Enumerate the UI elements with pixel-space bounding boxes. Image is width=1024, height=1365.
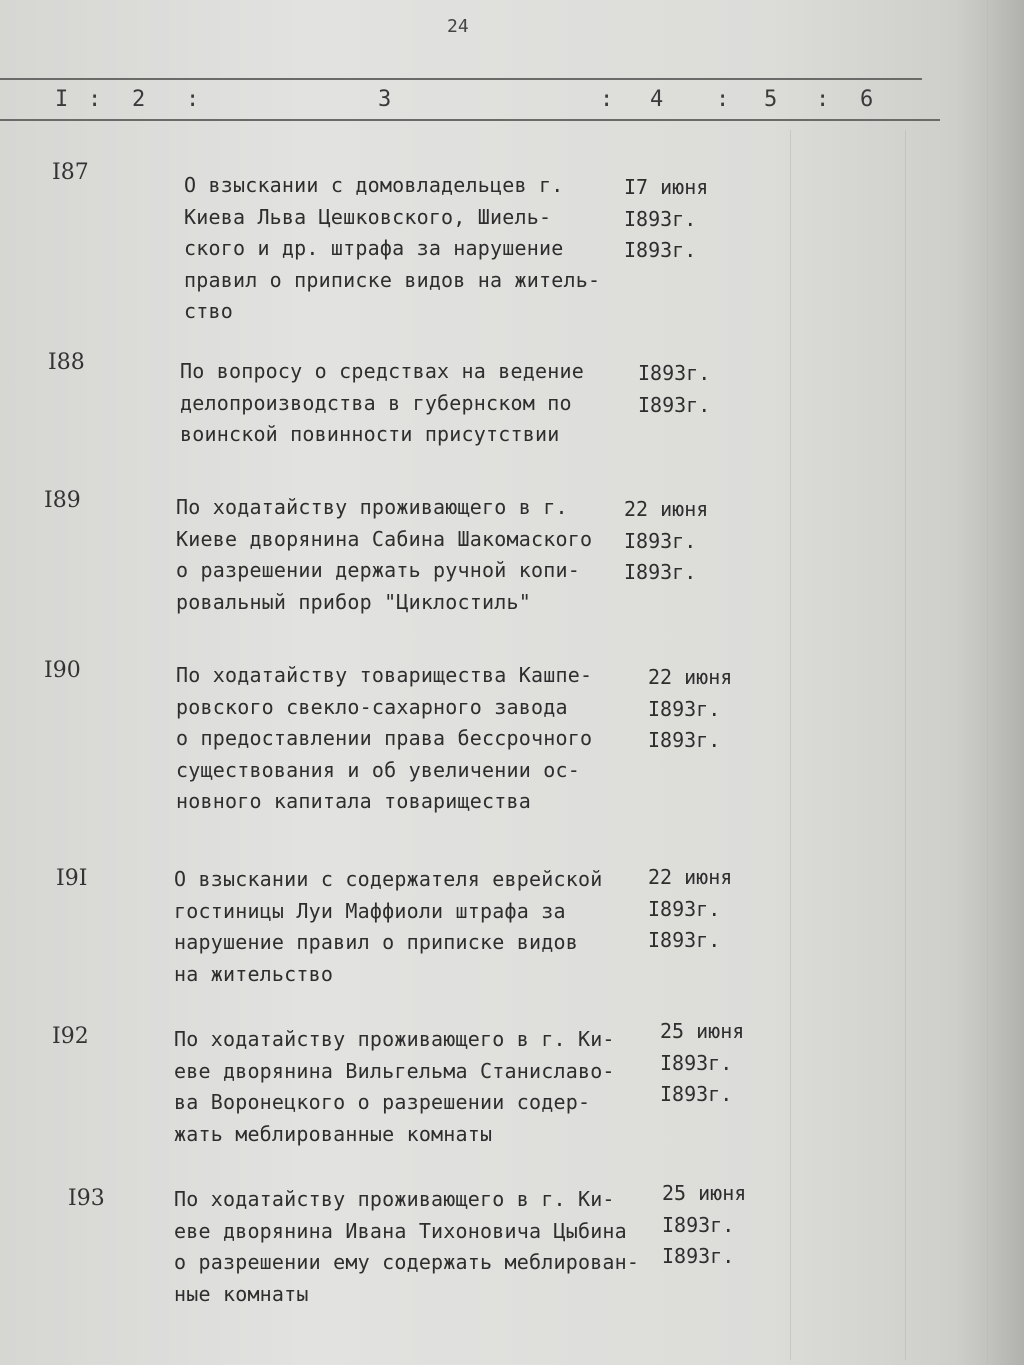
- description-line: на жительство: [174, 961, 334, 986]
- entry-description: [174, 1024, 644, 1150]
- description-line: о разрешении ему содержать меблирован-: [174, 1250, 640, 1274]
- date-line: I893г.: [648, 696, 721, 721]
- entry-dates: [638, 358, 710, 421]
- date-line: I893г.: [648, 928, 721, 952]
- entry-dates: [660, 1016, 744, 1111]
- description-line: ва Воронецкого о разрешении содер-: [174, 1090, 591, 1114]
- entry-description: [176, 660, 646, 818]
- entry-dates: [624, 494, 708, 589]
- column-header-1: I: [55, 87, 69, 112]
- entry-description: [174, 1184, 644, 1310]
- description-line: ского и др. штрафа за нарушение: [184, 236, 564, 260]
- description-line: ровальный прибор "Циклостиль": [176, 589, 531, 614]
- date-line: I893г.: [662, 1244, 735, 1268]
- description-line: делопроизводства в губернском по: [180, 390, 572, 415]
- description-line: еве дворянина Вильгельма Станиславо-: [174, 1058, 615, 1083]
- page-edge-line: [987, 0, 988, 1365]
- description-line: По ходатайству проживающего в г.: [176, 495, 568, 519]
- date-line: I893г.: [624, 528, 697, 553]
- entry-number: I90: [44, 658, 81, 683]
- description-line: По ходатайству товарищества Кашпе-: [176, 663, 593, 687]
- description-line: Киева Льва Цешковского, Шиель-: [184, 204, 552, 229]
- description-line: По ходатайству проживающего в г. Ки-: [174, 1187, 615, 1211]
- entry-description: [174, 864, 644, 990]
- column-separator: :: [600, 87, 614, 112]
- date-line: I893г.: [624, 560, 697, 584]
- description-line: ство: [184, 299, 233, 323]
- column-header-6: 6: [860, 87, 874, 112]
- description-line: воинской повинности присутствии: [180, 422, 560, 446]
- column-separator: :: [88, 87, 102, 112]
- description-line: новного капитала товарищества: [176, 789, 531, 813]
- entry-number: I93: [68, 1186, 105, 1211]
- description-line: ровского свекло-сахарного завода: [176, 694, 568, 719]
- date-line: I893г.: [648, 896, 721, 921]
- entry-dates: [662, 1178, 746, 1273]
- entry-number: I89: [44, 488, 81, 513]
- faint-column-line: [905, 130, 906, 1360]
- description-line: еве дворянина Ивана Тихоновича Цыбина: [174, 1218, 627, 1243]
- description-line: существования и об увеличении ос-: [176, 757, 580, 782]
- description-line: ные комнаты: [174, 1281, 309, 1306]
- entry-description: [176, 492, 646, 618]
- description-line: гостиницы Луи Маффиоли штрафа за: [174, 898, 566, 923]
- entry-dates: [648, 662, 732, 757]
- page-number: 24: [447, 16, 469, 37]
- description-line: о разрешении держать ручной копи-: [176, 558, 580, 582]
- date-line: I7 июня: [624, 175, 709, 199]
- column-header-5: 5: [764, 87, 778, 112]
- entry-description: [180, 356, 650, 451]
- description-line: О взыскании с домовладельцев г.: [184, 173, 564, 197]
- description-line: Киеве дворянина Сабина Шакомаского: [176, 526, 593, 551]
- page-edge-shadow: [954, 0, 1024, 1365]
- column-header-3: 3: [378, 87, 392, 112]
- column-separator: :: [716, 87, 730, 112]
- entry-dates: [648, 862, 732, 957]
- date-line: 22 июня: [648, 665, 733, 689]
- faint-column-line: [790, 130, 791, 1360]
- header-top-rule: [0, 78, 922, 80]
- date-line: 25 июня: [662, 1181, 747, 1205]
- description-line: О взыскании с содержателя еврейской: [174, 867, 603, 891]
- date-line: 22 июня: [624, 497, 709, 521]
- date-line: I893г.: [624, 206, 697, 231]
- entry-number: I87: [52, 160, 89, 185]
- date-line: I893г.: [648, 728, 721, 752]
- column-separator: :: [816, 87, 830, 112]
- entry-number: I9I: [56, 866, 88, 891]
- description-line: По вопросу о средствах на ведение: [180, 359, 584, 383]
- description-line: о предоставлении права бессрочного: [176, 726, 593, 750]
- column-header-4: 4: [650, 87, 664, 112]
- date-line: I893г.: [660, 1082, 733, 1106]
- entry-dates: [624, 172, 708, 267]
- column-separator: :: [186, 87, 200, 112]
- date-line: I893г.: [624, 238, 697, 262]
- description-line: нарушение правил о приписке видов: [174, 930, 578, 954]
- description-line: жать меблированные комнаты: [174, 1121, 493, 1146]
- column-header-2: 2: [132, 87, 146, 112]
- description-line: правил о приписке видов на житель-: [184, 267, 601, 292]
- date-line: I893г.: [638, 392, 711, 417]
- date-line: 22 июня: [648, 865, 733, 889]
- entry-number: I92: [52, 1024, 89, 1049]
- date-line: I893г.: [660, 1050, 733, 1075]
- header-bottom-rule: [0, 119, 940, 121]
- entry-number: I88: [48, 350, 85, 375]
- date-line: I893г.: [662, 1212, 735, 1237]
- entry-description: [184, 170, 654, 328]
- date-line: 25 июня: [660, 1019, 745, 1043]
- description-line: По ходатайству проживающего в г. Ки-: [174, 1027, 615, 1051]
- date-line: I893г.: [638, 361, 711, 385]
